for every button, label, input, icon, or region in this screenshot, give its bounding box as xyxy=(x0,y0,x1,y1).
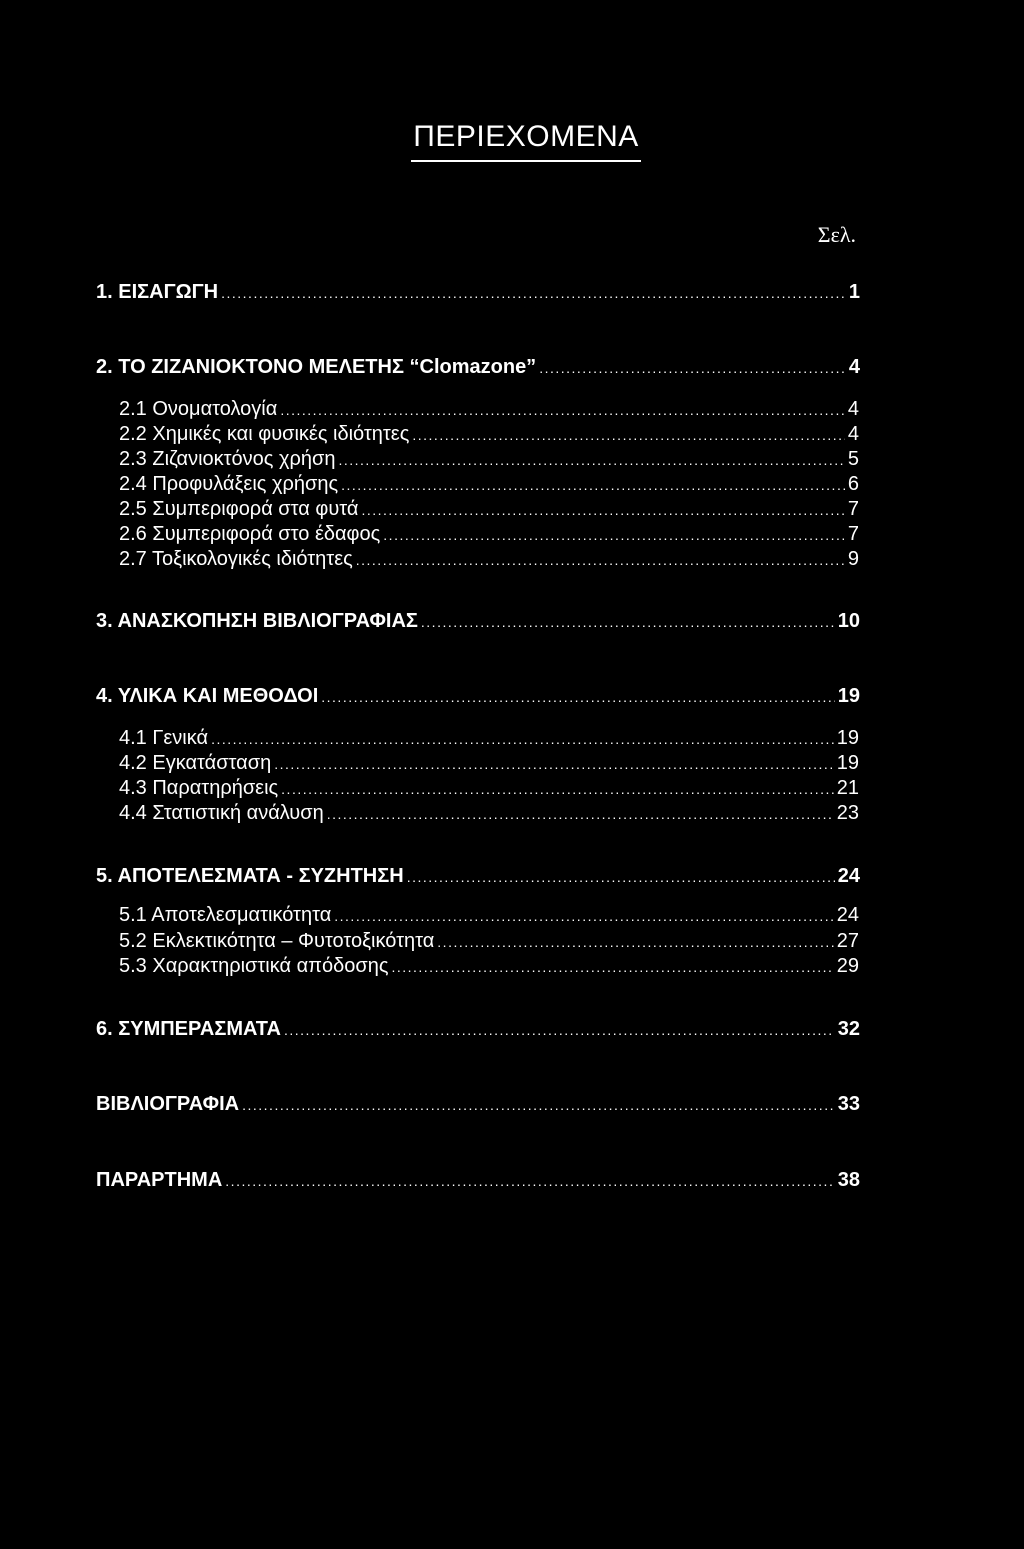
toc-entry-label: 2.6 Συμπεριφορά στο έδαφος xyxy=(119,523,381,545)
toc-page-number: 4 xyxy=(848,356,860,378)
toc-chapter-4[interactable] xyxy=(96,686,860,706)
toc-section-2-1[interactable] xyxy=(119,399,859,419)
toc-page-number: 24 xyxy=(837,865,860,887)
toc-entry-label: 2. ΤΟ ΖΙΖΑΝΙΟΚΤΟΝΟ ΜΕΛΕΤΗΣ “Clomazone” xyxy=(96,356,537,378)
toc-entry-label: 4.1 Γενικά xyxy=(119,727,209,749)
toc-section-4-3[interactable] xyxy=(119,778,859,798)
toc-entry-label: ΠΑΡΑΡΤΗΜΑ xyxy=(96,1169,223,1191)
toc-section-4-4[interactable] xyxy=(119,803,859,823)
toc-section-5-1[interactable] xyxy=(119,905,859,925)
toc-chapter-6[interactable] xyxy=(96,1019,860,1039)
toc-page-number: 4 xyxy=(847,423,859,445)
toc-entry-label: 4.2 Εγκατάσταση xyxy=(119,752,272,774)
toc-page-number: 24 xyxy=(836,904,859,926)
toc-leader-dots xyxy=(361,503,844,517)
toc-page-number: 38 xyxy=(837,1169,860,1191)
toc-section-2-5[interactable] xyxy=(119,499,859,519)
toc-leader-dots xyxy=(383,528,845,542)
toc-leader-dots xyxy=(221,286,846,300)
toc-page-number: 5 xyxy=(847,448,859,470)
toc-leader-dots xyxy=(412,428,845,442)
toc-section-2-3[interactable] xyxy=(119,449,859,469)
toc-entry-label: 2.3 Ζιζανιοκτόνος χρήση xyxy=(119,448,336,470)
toc-leader-dots xyxy=(242,1098,835,1112)
toc-leader-dots xyxy=(356,553,845,567)
toc-entry-label: 5.1 Αποτελεσματικότητα xyxy=(119,904,332,926)
toc-entry-label: 4.4 Στατιστική ανάλυση xyxy=(119,802,324,824)
toc-leader-dots xyxy=(338,453,844,467)
toc-entry-label: 5.3 Χαρακτηριστικά απόδοσης xyxy=(119,955,389,977)
toc-page-number: 6 xyxy=(847,473,859,495)
toc-page-number: 10 xyxy=(837,610,860,632)
toc-page-number: 21 xyxy=(836,777,859,799)
toc-entry-label: 1. ΕΙΣΑΓΩΓΗ xyxy=(96,281,219,303)
toc-page-number: 19 xyxy=(837,685,860,707)
toc-leader-dots xyxy=(539,361,846,375)
toc-leader-dots xyxy=(284,1023,835,1037)
toc-page-number: 32 xyxy=(837,1018,860,1040)
page-title-text: ΠΕΡΙΕΧΟΜΕΝΑ xyxy=(411,120,641,162)
toc-section-2-6[interactable] xyxy=(119,524,859,544)
toc-section-4-2[interactable] xyxy=(119,753,859,773)
toc-leader-dots xyxy=(341,478,845,492)
toc-leader-dots xyxy=(334,909,833,923)
toc-page-number: 19 xyxy=(836,727,859,749)
toc-leader-dots xyxy=(407,870,835,884)
toc-section-2-2[interactable] xyxy=(119,424,859,444)
toc-entry-label: 2.7 Τοξικολογικές ιδιότητες xyxy=(119,548,353,570)
toc-leader-dots xyxy=(437,935,833,949)
toc-leader-dots xyxy=(327,807,834,821)
toc-appendix[interactable] xyxy=(96,1170,860,1190)
toc-leader-dots xyxy=(391,960,833,974)
toc-entry-label: 5. ΑΠΟΤΕΛΕΣΜΑΤΑ - ΣΥΖΗΤΗΣΗ xyxy=(96,865,404,887)
toc-entry-label: 3. ΑΝΑΣΚΟΠΗΣΗ ΒΙΒΛΙΟΓΡΑΦΙΑΣ xyxy=(96,610,418,632)
toc-page-number: 7 xyxy=(847,523,859,545)
toc-section-5-3[interactable] xyxy=(119,956,859,976)
toc-chapter-2[interactable] xyxy=(96,357,860,377)
toc-leader-dots xyxy=(225,1174,834,1188)
page-column-label: Σελ. xyxy=(817,222,856,247)
toc-chapter-1[interactable] xyxy=(96,282,860,302)
toc-leader-dots xyxy=(421,615,835,629)
toc-page-number: 29 xyxy=(836,955,859,977)
toc-page-number: 7 xyxy=(847,498,859,520)
toc-leader-dots xyxy=(321,690,834,704)
toc-page-number: 23 xyxy=(836,802,859,824)
toc-chapter-5[interactable] xyxy=(96,866,860,886)
toc-leader-dots xyxy=(281,782,834,796)
toc-entry-label: 2.2 Χημικές και φυσικές ιδιότητες xyxy=(119,423,410,445)
toc-bibliography[interactable] xyxy=(96,1094,860,1114)
toc-leader-dots xyxy=(274,757,834,771)
toc-page-number: 9 xyxy=(847,548,859,570)
toc-entry-label: 2.5 Συμπεριφορά στα φυτά xyxy=(119,498,359,520)
toc-chapter-3[interactable] xyxy=(96,611,860,631)
toc-entry-label: ΒΙΒΛΙΟΓΡΑΦΙΑ xyxy=(96,1093,240,1115)
toc-entry-label: 2.4 Προφυλάξεις χρήσης xyxy=(119,473,339,495)
toc-page-number: 4 xyxy=(847,398,859,420)
toc-leader-dots xyxy=(280,403,845,417)
toc-entry-label: 4.3 Παρατηρήσεις xyxy=(119,777,279,799)
toc-section-2-4[interactable] xyxy=(119,474,859,494)
toc-page-number: 19 xyxy=(836,752,859,774)
toc-page-number: 33 xyxy=(837,1093,860,1115)
toc-entry-label: 6. ΣΥΜΠΕΡΑΣΜΑΤΑ xyxy=(96,1018,281,1040)
toc-page-number: 27 xyxy=(836,930,859,952)
toc-section-2-7[interactable] xyxy=(119,549,859,569)
toc-entry-label: 5.2 Εκλεκτικότητα – Φυτοτοξικότητα xyxy=(119,930,435,952)
toc-entry-label: 2.1 Ονοματολογία xyxy=(119,398,278,420)
toc-section-4-1[interactable] xyxy=(119,728,859,748)
toc-page-number: 1 xyxy=(848,281,860,303)
page-title xyxy=(0,120,1024,162)
toc-section-5-2[interactable] xyxy=(119,931,859,951)
toc-entry-label: 4. ΥΛΙΚΑ ΚΑΙ ΜΕΘΟΔΟΙ xyxy=(96,685,319,707)
toc-leader-dots xyxy=(211,732,834,746)
